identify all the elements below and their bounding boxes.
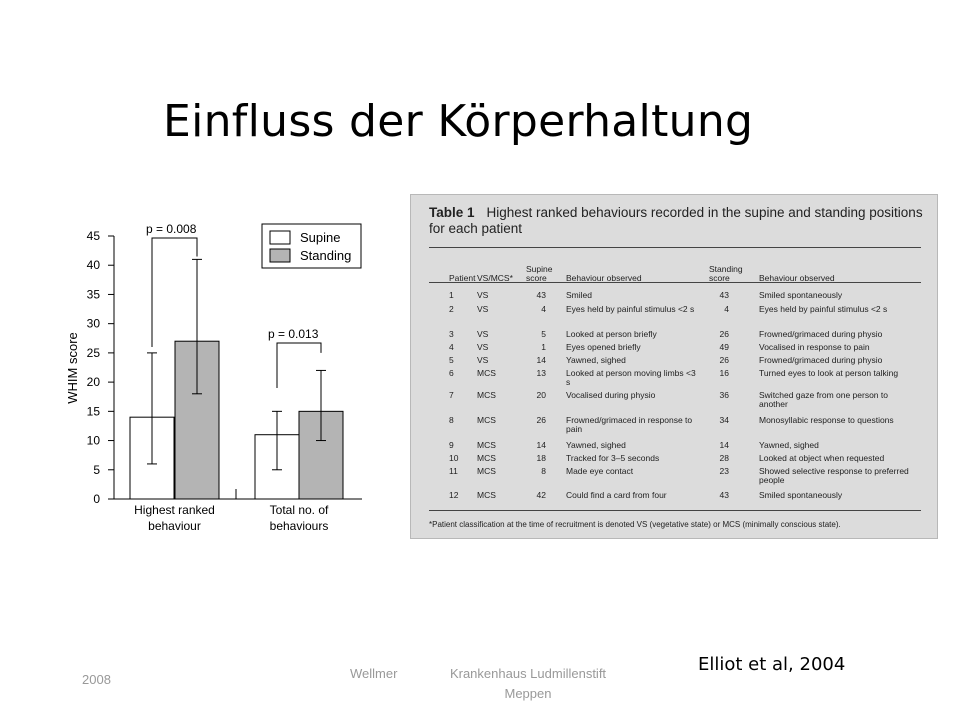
legend-swatch bbox=[270, 249, 290, 262]
table-caption-text: Highest ranked behaviours recorded in the supine and standing positions for each patient bbox=[429, 205, 923, 236]
citation: Elliot et al, 2004 bbox=[698, 654, 846, 675]
table-cell: 1 bbox=[541, 342, 546, 352]
table-cell: 14 bbox=[536, 355, 546, 365]
y-tick-label: 0 bbox=[93, 492, 100, 506]
table-cell: Showed selective response to preferred people bbox=[759, 466, 909, 485]
table-cell: 16 bbox=[719, 368, 729, 378]
table-cell: 5 bbox=[449, 355, 454, 365]
y-axis-label: WHIM score bbox=[65, 332, 80, 404]
table-cell: 43 bbox=[719, 490, 729, 500]
table-cell: 4 bbox=[449, 342, 454, 352]
table-cell: 43 bbox=[536, 290, 546, 300]
table-cell: Made eye contact bbox=[566, 466, 634, 476]
table-cell: Frowned/grimaced in response to pain bbox=[566, 415, 693, 434]
category-label: Total no. of bbox=[269, 503, 329, 517]
table-cell: MCS bbox=[477, 368, 496, 378]
table-column-header: Behaviour observed bbox=[759, 273, 835, 283]
table-cell: 4 bbox=[724, 304, 729, 314]
table-column-header: Patient bbox=[449, 273, 476, 283]
table-cell: 36 bbox=[719, 390, 729, 400]
table-cell: Turned eyes to look at person talking bbox=[759, 368, 899, 378]
table-cell: Tracked for 3–5 seconds bbox=[566, 453, 660, 463]
table-cell: 42 bbox=[536, 490, 546, 500]
slide-title: Einfluss der Körperhaltung bbox=[163, 96, 754, 147]
table-footnote: *Patient classification at the time of recruitment is denoted VS (vegetative state) or MCS (minimally conscious state). bbox=[429, 520, 841, 529]
table-column-header: VS/MCS* bbox=[477, 273, 513, 283]
table-column-header: Behaviour observed bbox=[566, 273, 642, 283]
table-cell: 10 bbox=[449, 453, 459, 463]
table-cell: Vocalised in response to pain bbox=[759, 342, 870, 352]
table-rule-bottom bbox=[429, 510, 921, 511]
table-cell: VS bbox=[477, 355, 489, 365]
legend-label: Supine bbox=[300, 230, 341, 245]
table-rule-top bbox=[429, 247, 921, 248]
table-cell: VS bbox=[477, 329, 489, 339]
data-table bbox=[410, 194, 938, 539]
table-cell: Switched gaze from one person to another bbox=[759, 390, 888, 409]
significance-bracket bbox=[152, 238, 197, 347]
table-cell: MCS bbox=[477, 415, 496, 425]
table-cell: Frowned/grimaced during physio bbox=[759, 329, 883, 339]
table-cell: Smiled spontaneously bbox=[759, 490, 843, 500]
table-cell: Smiled spontaneously bbox=[759, 290, 843, 300]
table-cell: 14 bbox=[536, 440, 546, 450]
y-tick-label: 45 bbox=[86, 229, 100, 243]
table-cell: Yawned, sighed bbox=[566, 355, 626, 365]
table-cell: 8 bbox=[449, 415, 454, 425]
table-cell: Yawned, sighed bbox=[566, 440, 626, 450]
table-cell: VS bbox=[477, 290, 489, 300]
table-cell: 49 bbox=[719, 342, 729, 352]
category-label: Highest ranked bbox=[134, 503, 215, 517]
table-caption bbox=[429, 205, 929, 237]
table-cell: 9 bbox=[449, 440, 454, 450]
table-cell: Smiled bbox=[566, 290, 592, 300]
y-tick-label: 30 bbox=[86, 316, 100, 331]
table-cell: MCS bbox=[477, 490, 496, 500]
table-cell: VS bbox=[477, 342, 489, 352]
table-cell: 12 bbox=[449, 490, 459, 500]
table-cell: MCS bbox=[477, 440, 496, 450]
table-cell: 4 bbox=[541, 304, 546, 314]
y-tick-label: 25 bbox=[86, 345, 100, 360]
category-label: behaviours bbox=[269, 519, 329, 533]
table-cell: 28 bbox=[719, 453, 729, 463]
p-value-label: p = 0.013 bbox=[268, 327, 319, 341]
y-tick-label: 10 bbox=[86, 433, 100, 448]
table-cell: Monosyllabic response to questions bbox=[759, 415, 894, 425]
table-cell: Yawned, sighed bbox=[759, 440, 819, 450]
table-cell: Looked at person moving limbs <3 s bbox=[566, 368, 696, 387]
table-cell: 7 bbox=[449, 390, 454, 400]
table-cell: Could find a card from four bbox=[566, 490, 667, 500]
table-cell: 1 bbox=[449, 290, 454, 300]
y-tick-label: 15 bbox=[86, 404, 100, 419]
p-value-label: p = 0.008 bbox=[146, 222, 197, 236]
table-cell: 23 bbox=[719, 466, 729, 476]
table-cell: Eyes held by painful stimulus <2 s bbox=[566, 304, 695, 314]
y-tick-label: 20 bbox=[86, 375, 100, 390]
table-cell: Looked at object when requested bbox=[759, 453, 885, 463]
table-cell: 43 bbox=[719, 290, 729, 300]
category-label: behaviour bbox=[148, 519, 201, 533]
table-cell: 14 bbox=[719, 440, 729, 450]
y-tick-label: 5 bbox=[93, 462, 100, 477]
footer-year: 2008 bbox=[82, 672, 111, 687]
table-cell: Frowned/grimaced during physio bbox=[759, 355, 883, 365]
legend-label: Standing bbox=[300, 248, 352, 263]
table-column-header: Standing score bbox=[709, 264, 743, 283]
table-cell: Eyes held by painful stimulus <2 s bbox=[759, 304, 888, 314]
legend-swatch bbox=[270, 231, 290, 244]
table-cell: 26 bbox=[536, 415, 546, 425]
y-tick-label: 40 bbox=[86, 258, 100, 273]
table-cell: 20 bbox=[536, 390, 546, 400]
table-cell: 11 bbox=[449, 466, 458, 476]
table-cell: 18 bbox=[536, 453, 546, 463]
table-rule-header bbox=[429, 282, 921, 283]
y-tick-label: 35 bbox=[86, 287, 100, 302]
table-column-header: Supine score bbox=[526, 264, 553, 283]
table-cell: 26 bbox=[719, 355, 729, 365]
table-cell: 6 bbox=[449, 368, 454, 378]
table-cell: Looked at person briefly bbox=[566, 329, 657, 339]
table-cell: 34 bbox=[719, 415, 729, 425]
table-cell: MCS bbox=[477, 466, 496, 476]
significance-bracket bbox=[277, 343, 321, 388]
table-cell: VS bbox=[477, 304, 489, 314]
footer-author: Wellmer bbox=[350, 666, 398, 681]
table-cell: Eyes opened briefly bbox=[566, 342, 641, 352]
table-cell: 13 bbox=[536, 368, 546, 378]
table-cell: MCS bbox=[477, 390, 496, 400]
footer-hospital: Krankenhaus Ludmillenstift Meppen bbox=[449, 666, 607, 701]
table-cell: 5 bbox=[541, 329, 546, 339]
table-cell: 3 bbox=[449, 329, 454, 339]
table-cell: MCS bbox=[477, 453, 496, 463]
table-cell: Vocalised during physio bbox=[566, 390, 656, 400]
table-label: Table 1 bbox=[429, 205, 475, 220]
bar-chart bbox=[0, 0, 400, 560]
table-cell: 8 bbox=[541, 466, 546, 476]
table-cell: 2 bbox=[449, 304, 454, 314]
table-cell: 26 bbox=[719, 329, 729, 339]
